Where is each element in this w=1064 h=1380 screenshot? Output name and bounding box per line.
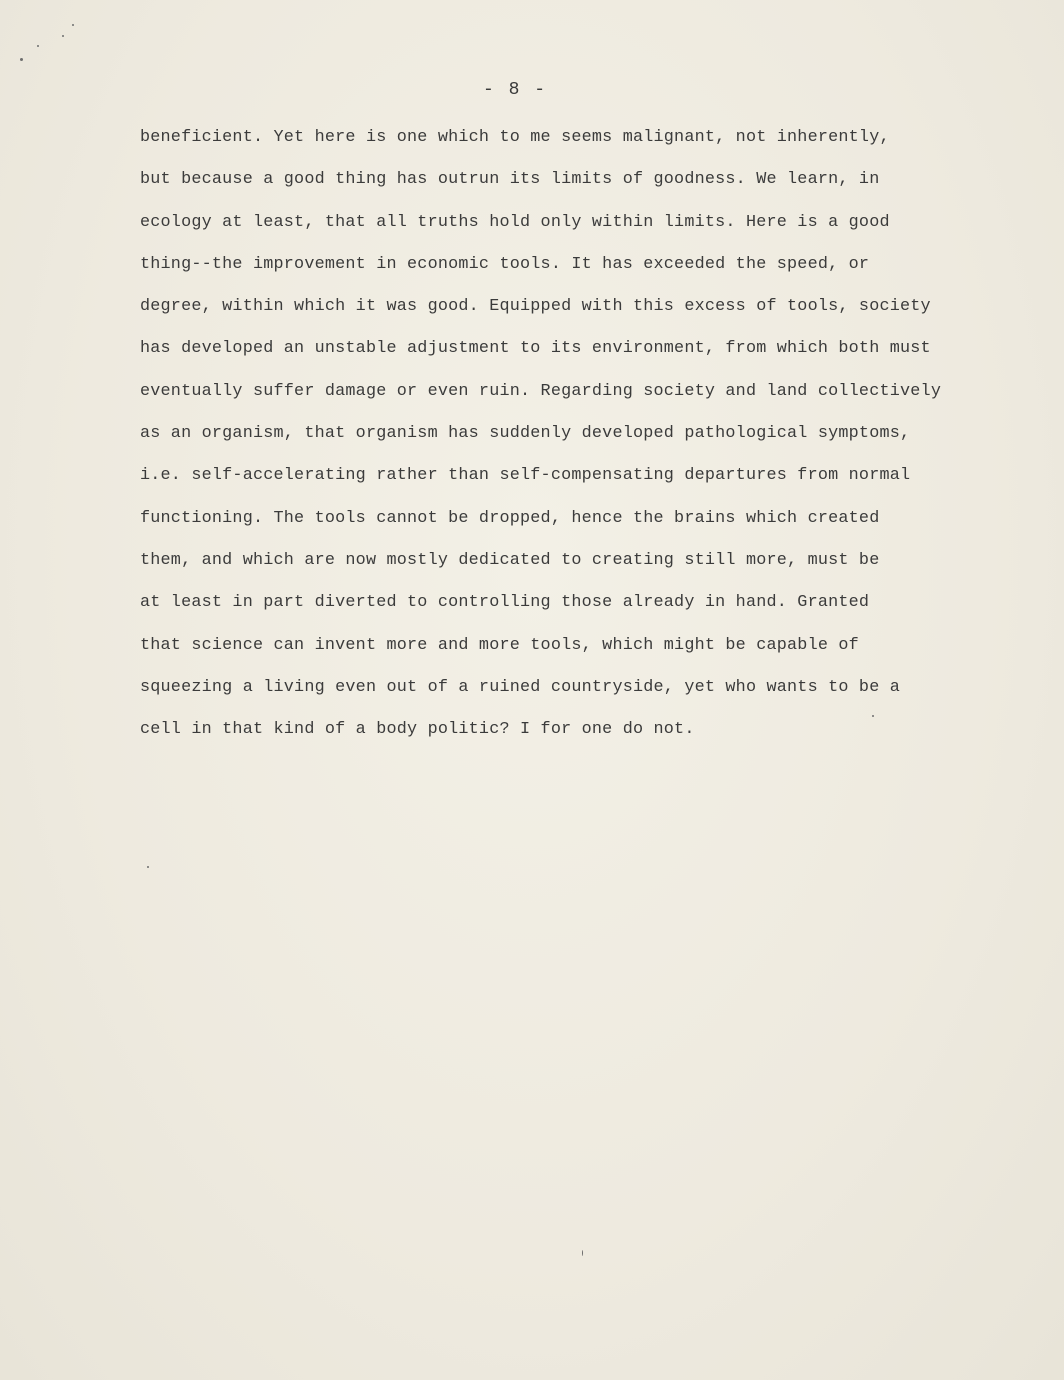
text-line: eventually suffer damage or even ruin. Regarding society and land collectively [140,381,942,401]
text-line: but because a good thing has outrun its limits of goodness. We learn, in [140,170,880,190]
text-line: thing--the improvement in economic tools. It has exceeded the speed, or [140,254,870,274]
text-line: i.e. self-accelerating rather than self-compensating departures from normal [140,466,911,486]
page-number: - 8 - [482,80,547,100]
text-line: has developed an unstable adjustment to its environment, from which both must [140,339,931,359]
text-line: ecology at least, that all truths hold only within limits. Here is a good [140,212,890,232]
text-line: degree, within which it was good. Equipped with this excess of tools, society [140,297,931,317]
body-paragraph [140,124,1000,758]
text-line: squeezing a living even out of a ruined countryside, yet who wants to be a [140,677,901,697]
text-line: them, and which are now mostly dedicated to creating still more, must be [140,550,880,570]
text-line: at least in part diverted to controlling those already in hand. Granted [140,593,870,613]
text-line: functioning. The tools cannot be dropped, hence the brains which created [140,508,880,528]
text-line: beneficient. Yet here is one which to me seems malignant, not inherently, [140,128,890,147]
text-line: that science can invent more and more tools, which might be capable of [140,635,859,655]
text-line: as an organism, that organism has suddenly developed pathological symptoms, [140,424,911,444]
text-line: cell in that kind of a body politic? I for one do not. [140,720,695,740]
